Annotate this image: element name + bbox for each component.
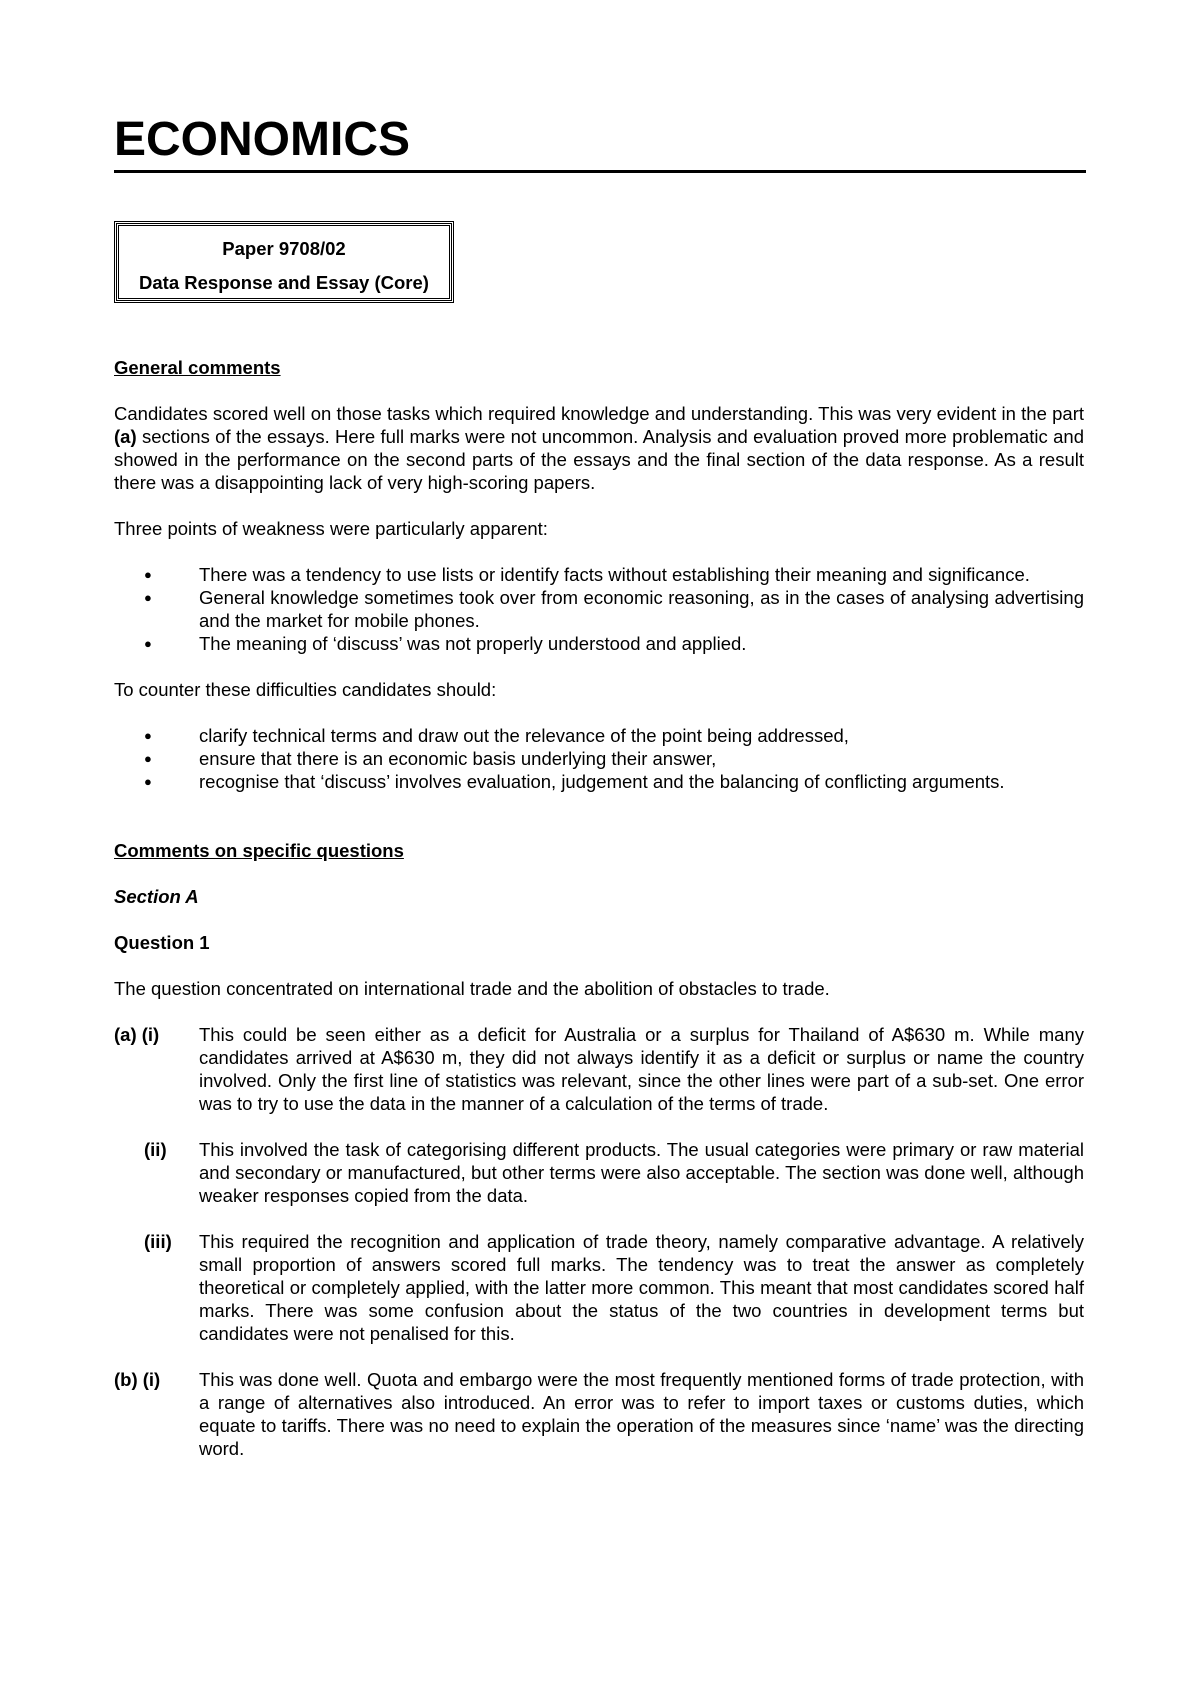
answer-label: (b) (i) (114, 1369, 161, 1390)
weakness-intro: Three points of weakness were particularly apparent: (114, 518, 548, 539)
general-comments-paragraph (114, 402, 1084, 494)
bullet-icon: ● (144, 728, 152, 743)
list-item (114, 563, 1084, 586)
list-item-text: There was a tendency to use lists or identify facts without establishing their meaning and significance. (199, 564, 1030, 585)
list-item-text: recognise that ‘discuss’ involves evaluation, judgement and the balancing of conflicting arguments. (199, 771, 1005, 792)
title-underline-rule (114, 170, 1086, 173)
paper-info-box (114, 221, 454, 303)
answer-text: This involved the task of categorising different products. The usual categories were primary or raw material and secondary or manufactured, but other terms were also acceptable. The section was done well, although weaker responses copied from the data. (199, 1139, 1084, 1206)
list-item-text: The meaning of ‘discuss’ was not properly understood and applied. (199, 633, 747, 654)
general-comments-heading: General comments (114, 357, 281, 378)
counter-list (114, 724, 1084, 793)
list-item-text: ensure that there is an economic basis underlying their answer, (199, 748, 717, 769)
counter-intro: To counter these difficulties candidates should: (114, 679, 497, 700)
answer-text: This could be seen either as a deficit for Australia or a surplus for Thailand of A$630 m. While many candidates arrived at A$630 m, they did not always identify it as a deficit or surplus or name the country involved. Only the first line of statistics was relevant, since the other lines were part of a sub-set. One error was to try to use the data in the manner of a calculation of the terms of trade. (199, 1024, 1084, 1114)
bullet-icon: ● (144, 751, 152, 766)
answer-text: This required the recognition and application of trade theory, namely comparative advantage. A relatively small proportion of answers scored full marks. The tendency was to treat the answer as completely theoretical or completely applied, with the latter more common. This meant that most candidates scored half marks. There was some confusion about the status of the two countries in development terms but candidates were not penalised for this. (199, 1231, 1084, 1344)
answer-item-b-i (114, 1368, 1084, 1460)
general-para-bold: (a) (114, 426, 137, 447)
answer-text: This was done well. Quota and embargo were the most frequently mentioned forms of trade protection, with a range of alternatives also introduced. An error was to refer to import taxes or customs duties, which equate to tariffs. There was no need to explain the operation of the measures since ‘name’ was the directing word. (199, 1369, 1084, 1459)
bullet-icon: ● (144, 636, 152, 651)
general-para-text-2: sections of the essays. Here full marks were not uncommon. Analysis and evaluation proved more problematic and showed in the performance on the second parts of the essays and the final section of the data response. As a result there was a disappointing lack of very high-scoring papers. (114, 426, 1084, 493)
answer-label: (a) (i) (114, 1024, 160, 1045)
bullet-icon: ● (144, 774, 152, 789)
document-body (114, 356, 1084, 1460)
question-heading: Question 1 (114, 932, 210, 953)
paper-name: Data Response and Essay (Core) (139, 272, 429, 293)
paper-code: Paper 9708/02 (222, 238, 346, 259)
list-item (114, 747, 1084, 770)
answer-item-a-ii (114, 1138, 1084, 1207)
list-item (114, 586, 1084, 632)
list-item (114, 632, 1084, 655)
bullet-icon: ● (144, 590, 152, 605)
section-heading: Section A (114, 886, 199, 907)
answer-item-a-iii (114, 1230, 1084, 1345)
document-title: ECONOMICS (114, 113, 411, 166)
weakness-list (114, 563, 1084, 655)
answer-item-a-i (114, 1023, 1084, 1115)
list-item-text: General knowledge sometimes took over from economic reasoning, as in the cases of analysing advertising and the market for mobile phones. (199, 587, 1084, 631)
list-item (114, 724, 1084, 747)
list-item-text: clarify technical terms and draw out the relevance of the point being addressed, (199, 725, 849, 746)
paper-info-box-inner (118, 225, 450, 299)
list-item (114, 770, 1084, 793)
bullet-icon: ● (144, 567, 152, 582)
general-para-text-1: Candidates scored well on those tasks which required knowledge and understanding. This was very evident in the part (114, 403, 1084, 424)
answer-label: (iii) (144, 1231, 172, 1252)
answer-label: (ii) (144, 1139, 167, 1160)
question-intro: The question concentrated on international trade and the abolition of obstacles to trade. (114, 978, 830, 999)
specific-questions-heading: Comments on specific questions (114, 840, 404, 861)
